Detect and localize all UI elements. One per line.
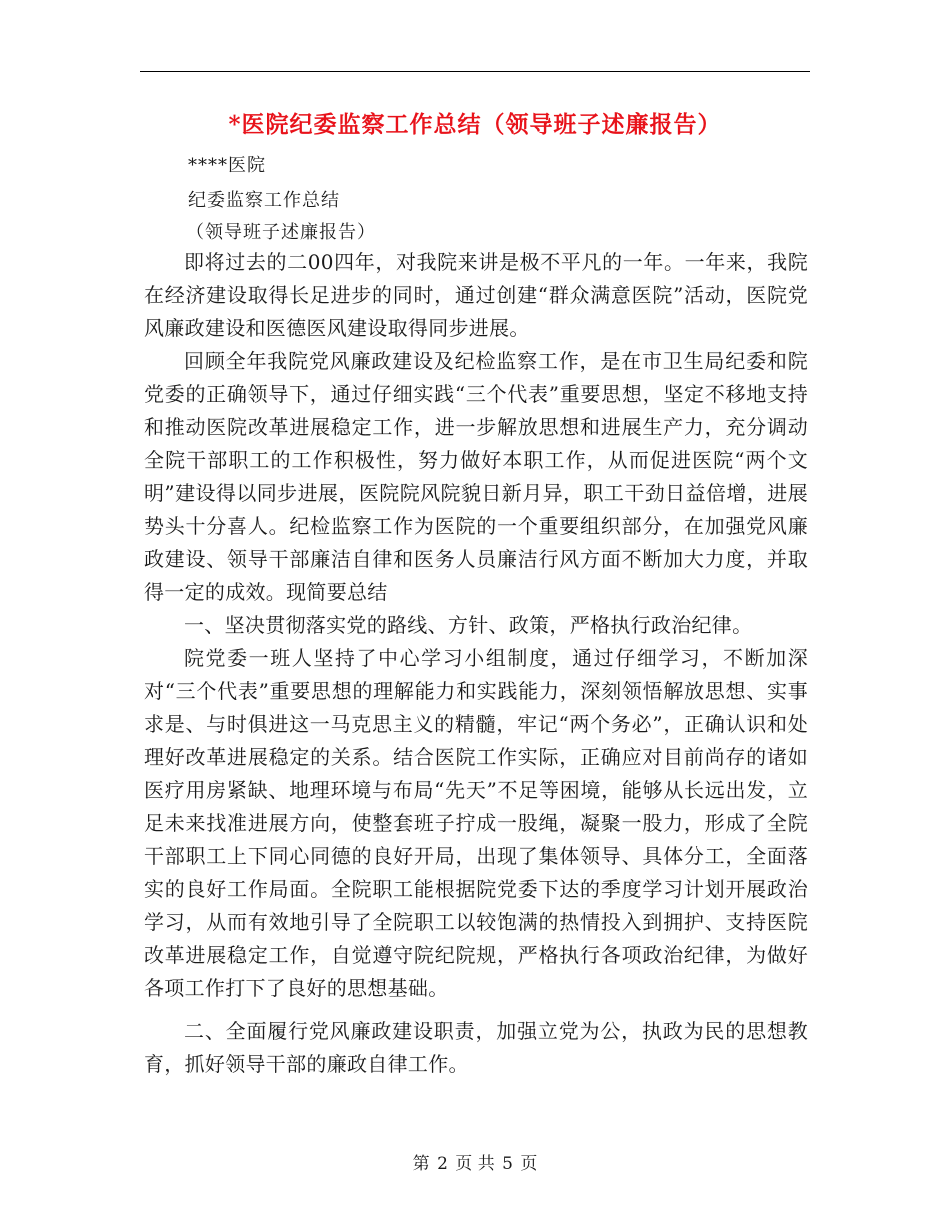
document-title: *医院纪委监察工作总结（领导班子述廉报告）	[228, 111, 722, 138]
page-footer	[0, 1153, 950, 1175]
footer-suffix: 页	[520, 1154, 538, 1174]
footer-prefix: 第	[412, 1154, 430, 1174]
footer-page-number: 2	[437, 1154, 448, 1174]
footer-mid: 页 共	[455, 1154, 495, 1174]
report-subject: 纪委监察工作总结	[188, 190, 340, 211]
paragraph-review: 回顾全年我院党风廉政建设及纪检监察工作，是在市卫生局纪委和院党委的正确领导下，通过仔细实践“三个代表”重要思想，坚定不移地支持和推动医院改革进展稳定工作，进一步解放思想和进展生产力，充分调动全院干部职工的工作积极性，努力做好本职工作，从而促进医院“两个文明”建设得以同步进展，医院院风院貌日新月异，职工干劲日益倍增，进展势头十分喜人。纪检监察工作为医院的一个重要组织部分，在加强党风廉政建设、领导干部廉洁自律和医务人员廉洁行风方面不断加大力度，并取得一定的成效。现简要总结	[144, 349, 808, 604]
section-heading-2: 二、全面履行党风廉政建设职责，加强立党为公，执政为民的思想教育，抓好领导干部的廉政自律工作。	[144, 1019, 808, 1076]
section-heading-1: 一、坚决贯彻落实党的路线、方针、政策，严格执行政治纪律。	[184, 613, 753, 637]
hospital-name: ****医院	[188, 155, 266, 176]
report-subtitle: （领导班子述廉报告）	[186, 222, 376, 243]
document-body	[144, 246, 808, 1081]
paragraph-intro: 即将过去的二00四年，对我院来讲是极不平凡的一年。一年来，我院在经济建设取得长足进步的同时，通过创建“群众满意医院”活动，医院党风廉政建设和医德医风建设取得同步进展。	[144, 250, 808, 340]
header-rule	[140, 71, 810, 72]
footer-total-pages: 5	[502, 1154, 513, 1174]
paragraph-section-1: 院党委一班人坚持了中心学习小组制度，通过仔细学习，不断加深对“三个代表”重要思想的理解能力和实践能力，深刻领悟解放思想、实事求是、与时俱进这一马克思主义的精髓，牢记“两个务必”，正确认识和处理好改革进展稳定的关系。结合医院工作实际，正确应对目前尚存的诸如医疗用房紧缺、地理环境与布局“先天”不足等困境，能够从长远出发，立足未来找准进展方向，使整套班子拧成一股绳，凝聚一股力，形成了全院干部职工上下同心同德的良好开局，出现了集体领导、具体分工，全面落实的良好工作局面。全院职工能根据院党委下达的季度学习计划开展政治学习，从而有效地引导了全院职工以较饱满的热情投入到拥护、支持医院改革进展稳定工作，自觉遵守院纪院规，严格执行各项政治纪律，为做好各项工作打下了良好的思想基础。	[144, 646, 808, 1000]
